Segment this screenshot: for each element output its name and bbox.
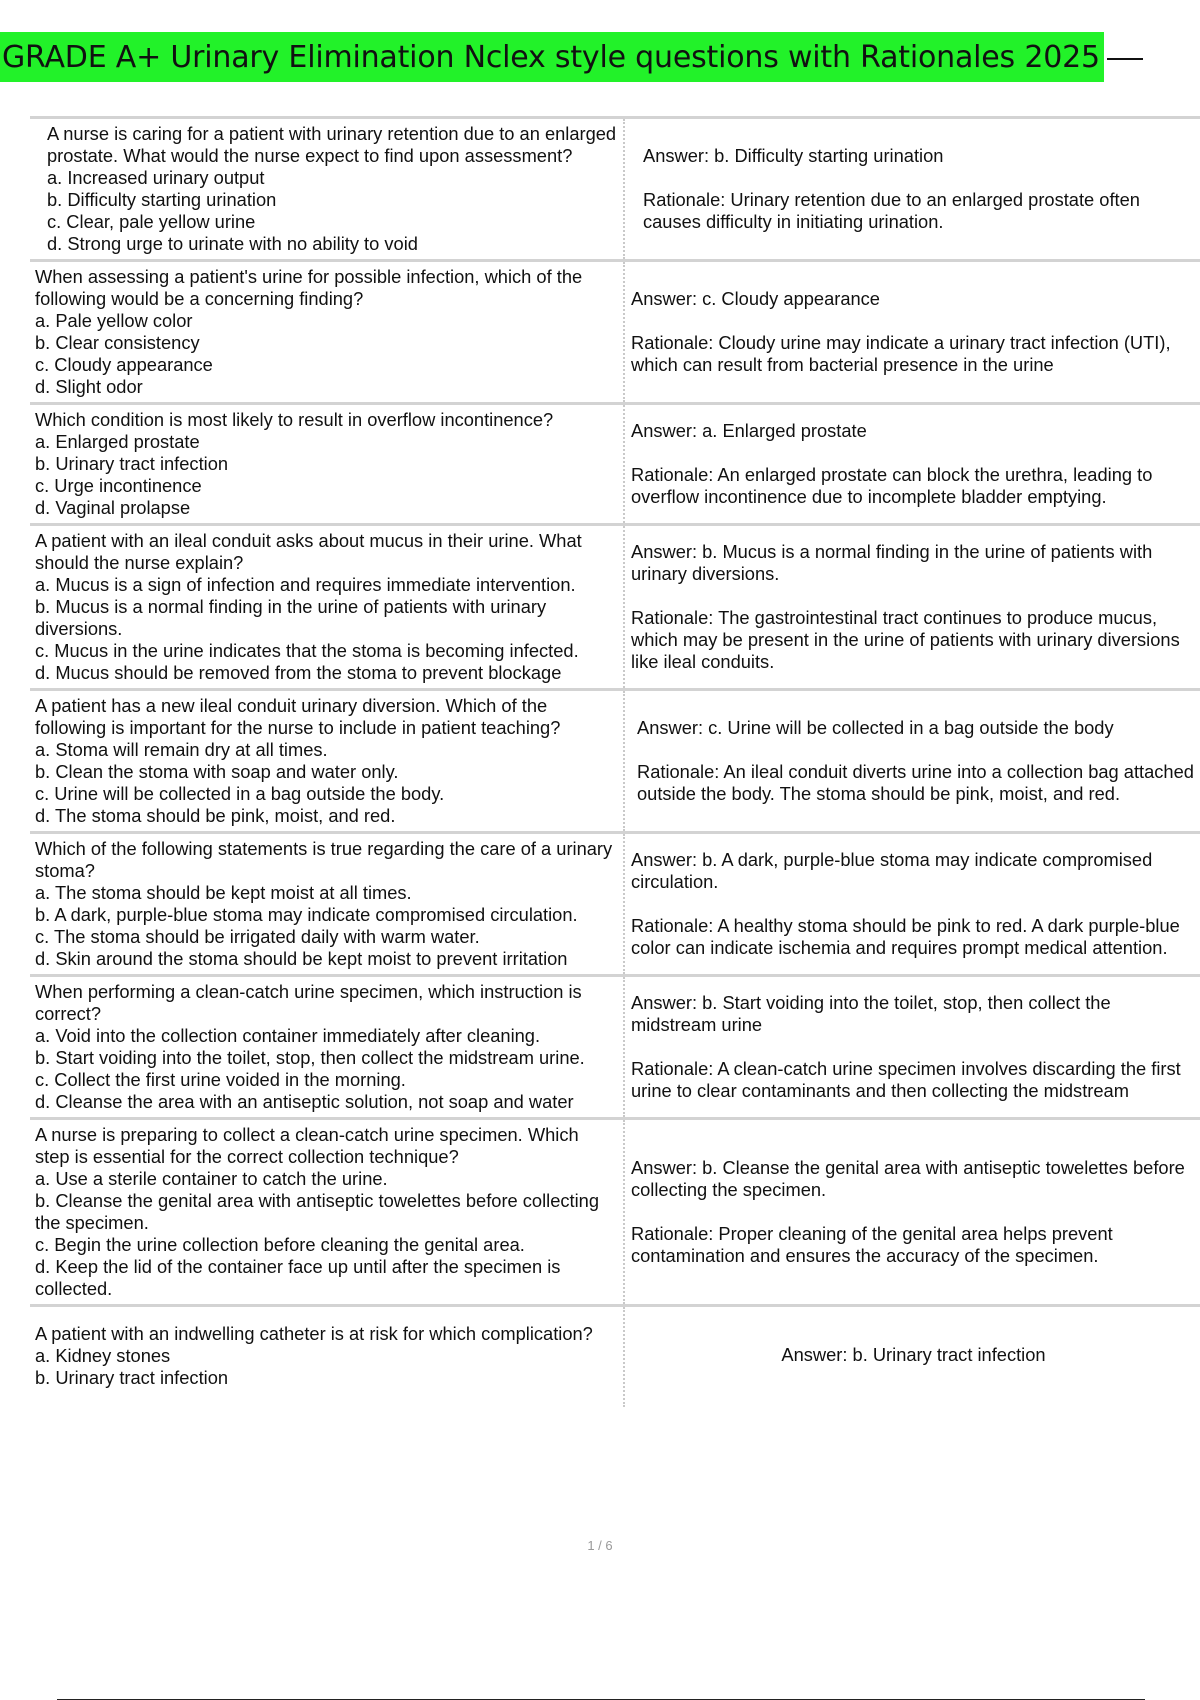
answer-text: Answer: b. Mucus is a normal finding in the urine of patients with urinary diversions. bbox=[631, 541, 1153, 584]
option: a. Increased urinary output bbox=[47, 167, 265, 188]
page-number: 1 / 6 bbox=[587, 1538, 613, 1553]
option: b. Urinary tract infection bbox=[35, 1367, 229, 1388]
question-cell bbox=[30, 833, 624, 976]
answer-cell bbox=[624, 525, 1200, 690]
rationale-text: Rationale: A clean-catch urine specimen involves discarding the first urine to clear contaminants and then collecting the midstream bbox=[631, 1058, 1181, 1101]
answer-cell bbox=[624, 404, 1200, 525]
title-trailing-dash bbox=[1107, 58, 1143, 60]
rationale-text: Rationale: Proper cleaning of the genital area helps prevent contamination and ensures the accuracy of the specimen. bbox=[631, 1223, 1113, 1266]
question-text: A nurse is caring for a patient with urinary retention due to an enlarged prostate. What would the nurse expect to find upon assessment? bbox=[47, 123, 617, 166]
question-cell bbox=[30, 1306, 624, 1408]
table-row bbox=[30, 976, 1200, 1119]
option: c. Cloudy appearance bbox=[35, 354, 213, 375]
question-text: Which condition is most likely to result in overflow incontinence? bbox=[35, 409, 554, 430]
option: a. Kidney stones bbox=[35, 1345, 171, 1366]
option: a. Stoma will remain dry at all times. bbox=[35, 739, 328, 760]
answer-cell bbox=[624, 261, 1200, 404]
option: b. Clean the stoma with soap and water only. bbox=[35, 761, 399, 782]
question-text: A patient has a new ileal conduit urinary diversion. Which of the following is important for the nurse to include in patient teaching? bbox=[35, 695, 561, 738]
table-row bbox=[30, 833, 1200, 976]
answer-cell bbox=[624, 833, 1200, 976]
option: b. Start voiding into the toilet, stop, then collect the midstream urine. bbox=[35, 1047, 585, 1068]
question-cell bbox=[30, 1119, 624, 1306]
option: a. The stoma should be kept moist at all times. bbox=[35, 882, 412, 903]
answer-cell bbox=[624, 976, 1200, 1119]
answer-text: Answer: a. Enlarged prostate bbox=[631, 420, 867, 441]
option: d. Keep the lid of the container face up until after the specimen is collected. bbox=[35, 1256, 561, 1299]
question-text: A patient with an ileal conduit asks about mucus in their urine. What should the nurse explain? bbox=[35, 530, 582, 573]
option: b. Clear consistency bbox=[35, 332, 200, 353]
rationale-text: Rationale: Urinary retention due to an enlarged prostate often causes difficulty in initiating urination. bbox=[643, 189, 1140, 232]
question-text: A patient with an indwelling catheter is at risk for which complication? bbox=[35, 1323, 593, 1344]
table-row bbox=[30, 525, 1200, 690]
rationale-text: Rationale: The gastrointestinal tract continues to produce mucus, which may be present in the urine of patients with urinary diversions like ileal conduits. bbox=[631, 607, 1180, 672]
question-cell bbox=[30, 404, 624, 525]
answer-text: Answer: b. Start voiding into the toilet, stop, then collect the midstream urine bbox=[631, 992, 1111, 1035]
table-row bbox=[30, 404, 1200, 525]
qa-table bbox=[30, 116, 1200, 1407]
option: d. Cleanse the area with an antiseptic solution, not soap and water bbox=[35, 1091, 574, 1112]
answer-text: Answer: b. Cleanse the genital area with antiseptic towelettes before collecting the specimen. bbox=[631, 1157, 1185, 1200]
table-row bbox=[30, 1306, 1200, 1408]
option: d. Mucus should be removed from the stoma to prevent blockage bbox=[35, 662, 562, 683]
answer-cell bbox=[624, 1306, 1200, 1408]
option: d. Slight odor bbox=[35, 376, 143, 397]
option: c. Urge incontinence bbox=[35, 475, 202, 496]
answer-text: Answer: c. Urine will be collected in a bag outside the body bbox=[637, 717, 1114, 738]
option: b. Cleanse the genital area with antiseptic towelettes before collecting the specimen. bbox=[35, 1190, 600, 1233]
question-text: A nurse is preparing to collect a clean-catch urine specimen. Which step is essential for the correct collection technique? bbox=[35, 1124, 579, 1167]
option: c. Mucus in the urine indicates that the stoma is becoming infected. bbox=[35, 640, 579, 661]
table-row bbox=[30, 690, 1200, 833]
question-text: When performing a clean-catch urine specimen, which instruction is correct? bbox=[35, 981, 582, 1024]
question-cell bbox=[30, 976, 624, 1119]
answer-text: Answer: b. Urinary tract infection bbox=[781, 1344, 1046, 1365]
answer-text: Answer: c. Cloudy appearance bbox=[631, 288, 880, 309]
option: c. Urine will be collected in a bag outside the body. bbox=[35, 783, 445, 804]
option: b. Urinary tract infection bbox=[35, 453, 229, 474]
option: c. Clear, pale yellow urine bbox=[47, 211, 256, 232]
question-text: When assessing a patient's urine for possible infection, which of the following would be a concerning finding? bbox=[35, 266, 583, 309]
option: d. Skin around the stoma should be kept moist to prevent irritation bbox=[35, 948, 568, 969]
table-row bbox=[30, 1119, 1200, 1306]
option: b. Difficulty starting urination bbox=[47, 189, 277, 210]
option: a. Mucus is a sign of infection and requires immediate intervention. bbox=[35, 574, 576, 595]
rationale-text: Rationale: An ileal conduit diverts urine into a collection bag attached outside the body. The stoma should be pink, moist, and red. bbox=[637, 761, 1194, 804]
option: c. Collect the first urine voided in the morning. bbox=[35, 1069, 406, 1090]
option: c. The stoma should be irrigated daily with warm water. bbox=[35, 926, 480, 947]
option: b. A dark, purple-blue stoma may indicate compromised circulation. bbox=[35, 904, 578, 925]
rationale-text: Rationale: An enlarged prostate can block the urethra, leading to overflow incontinence due to incomplete bladder emptying. bbox=[631, 464, 1153, 507]
option: a. Use a sterile container to catch the urine. bbox=[35, 1168, 388, 1189]
option: a. Pale yellow color bbox=[35, 310, 193, 331]
answer-cell bbox=[624, 118, 1200, 261]
question-text: Which of the following statements is true regarding the care of a urinary stoma? bbox=[35, 838, 613, 881]
question-cell bbox=[30, 690, 624, 833]
option: d. Strong urge to urinate with no ability to void bbox=[47, 233, 418, 254]
table-row bbox=[30, 118, 1200, 261]
option: a. Enlarged prostate bbox=[35, 431, 200, 452]
option: d. Vaginal prolapse bbox=[35, 497, 191, 518]
answer-cell bbox=[624, 1119, 1200, 1306]
option: b. Mucus is a normal finding in the urine of patients with urinary diversions. bbox=[35, 596, 547, 639]
option: c. Begin the urine collection before cleaning the genital area. bbox=[35, 1234, 525, 1255]
question-cell bbox=[30, 525, 624, 690]
rationale-text: Rationale: Cloudy urine may indicate a urinary tract infection (UTI), which can result from bacterial presence in the urine bbox=[631, 332, 1171, 375]
question-cell bbox=[30, 118, 624, 261]
question-cell bbox=[30, 261, 624, 404]
table-row bbox=[30, 261, 1200, 404]
document-title: GRADE A+ Urinary Elimination Nclex style questions with Rationales 2025 bbox=[2, 39, 1100, 75]
answer-text: Answer: b. Difficulty starting urination bbox=[643, 145, 944, 166]
document-title-banner bbox=[0, 32, 1104, 82]
rationale-text: Rationale: A healthy stoma should be pink to red. A dark purple-blue color can indicate ischemia and requires prompt medical attention. bbox=[631, 915, 1180, 958]
option: d. The stoma should be pink, moist, and red. bbox=[35, 805, 396, 826]
option: a. Void into the collection container immediately after cleaning. bbox=[35, 1025, 541, 1046]
answer-cell bbox=[624, 690, 1200, 833]
answer-text: Answer: b. A dark, purple-blue stoma may indicate compromised circulation. bbox=[631, 849, 1153, 892]
